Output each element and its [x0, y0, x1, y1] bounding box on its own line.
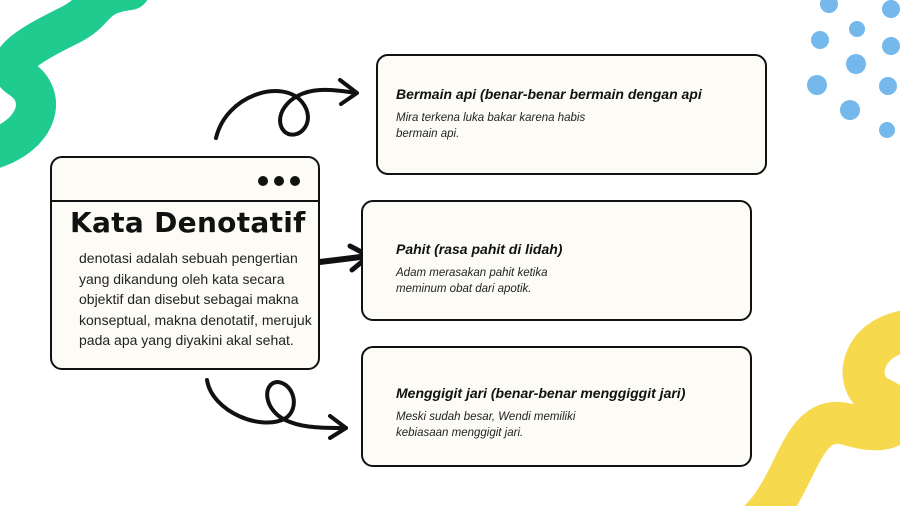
example-card-2: [361, 200, 752, 321]
example-sentence: Adam merasakan pahit ketika meminum obat dari apotik.: [396, 267, 548, 295]
arrow-to-example-3: [207, 380, 346, 438]
main-description: denotasi adalah sebuah pengertian yang dikandung oleh kata secara objektif dan disebut sebagai makna konseptual, makna denotatif, merujuk pada apa yang diyakini akal sehat.: [79, 250, 312, 348]
green-squiggle: [0, 0, 130, 150]
window-dots-icon: [258, 176, 300, 186]
example-title: Menggigit jari (benar-benar menggiggit jari): [396, 385, 686, 401]
main-title: Kata Denotatif: [70, 206, 306, 239]
example-sentence: Mira terkena luka bakar karena habis bermain api.: [396, 112, 586, 140]
title-divider: [52, 200, 318, 202]
example-title: Bermain api (benar-benar bermain dengan api: [396, 86, 702, 102]
example-title: Pahit (rasa pahit di lidah): [396, 241, 563, 257]
arrow-to-example-1: [216, 80, 357, 138]
main-card: [50, 156, 320, 370]
yellow-squiggle: [760, 330, 900, 506]
example-sentence: Meski sudah besar, Wendi memiliki kebiasaan menggigit jari.: [396, 411, 576, 439]
example-card-3: [361, 346, 752, 467]
example-card-1: [376, 54, 767, 175]
blue-dots: [807, 0, 900, 138]
